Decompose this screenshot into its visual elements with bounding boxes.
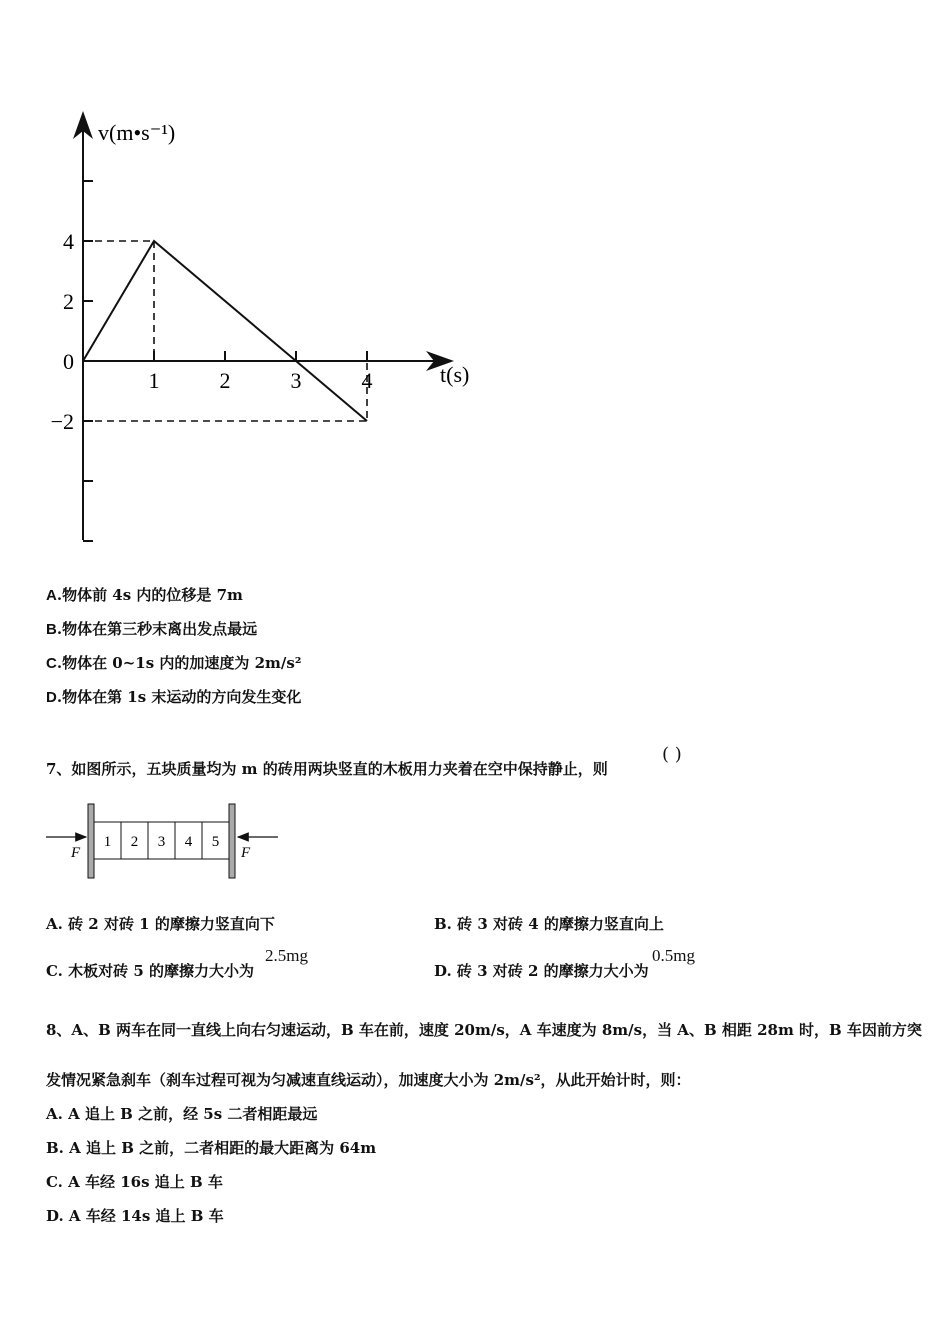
- q6-option-c-text: .物体在 0~1s 内的加速度为 2m/s²: [56, 654, 302, 672]
- x-tick-label: 4: [361, 368, 373, 393]
- q7-option-b[interactable]: B. 砖 3 对砖 4 的摩擦力竖直向上: [434, 915, 664, 933]
- left-board: [88, 804, 94, 878]
- velocity-line: [83, 241, 367, 421]
- bricks-diagram: [40, 795, 290, 885]
- q8-stem-line2: 发情况紧急刹车（刹车过程可视为匀减速直线运动），加速度大小为 2m/s²，从此开始计时，则：: [46, 1071, 691, 1089]
- brick-label: 3: [157, 834, 166, 850]
- q8-option-b[interactable]: B. A 追上 B 之前，二者相距的最大距离为 64m: [46, 1139, 377, 1157]
- x-axis-label: t(s): [440, 362, 470, 387]
- q6-option-a[interactable]: [46, 584, 243, 605]
- q6-option-d[interactable]: [46, 686, 301, 707]
- y-tick-label: −2: [50, 409, 74, 434]
- q8-option-a[interactable]: A. A 追上 B 之前，经 5s 二者相距最远: [46, 1105, 318, 1123]
- q7-option-c-text: C. 木板对砖 5 的摩擦力大小为: [46, 962, 255, 980]
- y-axis-label: v(m•s⁻¹): [98, 120, 176, 145]
- q6-option-b-text: .物体在第三秒末离出发点最远: [56, 620, 258, 638]
- y-tick-label: 2: [63, 289, 74, 314]
- q7-option-c-math: 2.5mg: [265, 946, 308, 965]
- q8-option-c[interactable]: C. A 车经 16s 追上 B 车: [46, 1173, 223, 1191]
- brick-label: 4: [184, 834, 193, 850]
- q6-option-c-letter: C: [46, 655, 57, 672]
- x-tick-label: 1: [148, 368, 160, 393]
- q7-option-d[interactable]: [434, 960, 649, 981]
- q6-option-a-letter: A: [46, 587, 57, 604]
- x-tick-label: 3: [290, 368, 302, 393]
- q6-option-c[interactable]: [46, 652, 301, 673]
- y-tick-label: 0: [63, 349, 74, 374]
- q6-option-d-text: .物体在第 1s 末运动的方向发生变化: [56, 688, 302, 706]
- right-board: [229, 804, 235, 878]
- q7-option-a[interactable]: A. 砖 2 对砖 1 的摩擦力竖直向下: [46, 915, 275, 933]
- q7-option-d-math: 0.5mg: [652, 946, 695, 965]
- brick-label: 5: [211, 834, 220, 850]
- y-tick-label: 4: [63, 229, 74, 254]
- q8-option-d[interactable]: D. A 车经 14s 追上 B 车: [46, 1207, 224, 1225]
- x-tick-label: 2: [219, 368, 231, 393]
- q6-option-d-letter: D: [46, 689, 57, 706]
- vt-graph: [0, 0, 500, 560]
- q6-option-b[interactable]: [46, 618, 257, 639]
- brick-label: 1: [103, 834, 112, 850]
- q7-option-c[interactable]: [46, 960, 254, 981]
- q7-answer-paren: ( ): [662, 744, 682, 765]
- left-force-label: F: [71, 845, 81, 861]
- q8-stem-line1: 8、A、B 两车在同一直线上向右匀速运动，B 车在前，速度 20m/s，A 车速度为 8m/s，当 A、B 相距 28m 时，B 车因前方突: [46, 1021, 922, 1039]
- q7-stem: 7、如图所示，五块质量均为 m 的砖用两块竖直的木板用力夹着在空中保持静止，则: [46, 760, 608, 778]
- q7-option-d-text: D. 砖 3 对砖 2 的摩擦力大小为: [434, 962, 649, 980]
- q6-option-a-text: .物体前 4s 内的位移是 7m: [56, 586, 243, 604]
- right-force-label: F: [241, 845, 251, 861]
- brick-label: 2: [130, 834, 139, 850]
- q6-option-b-letter: B: [46, 621, 57, 638]
